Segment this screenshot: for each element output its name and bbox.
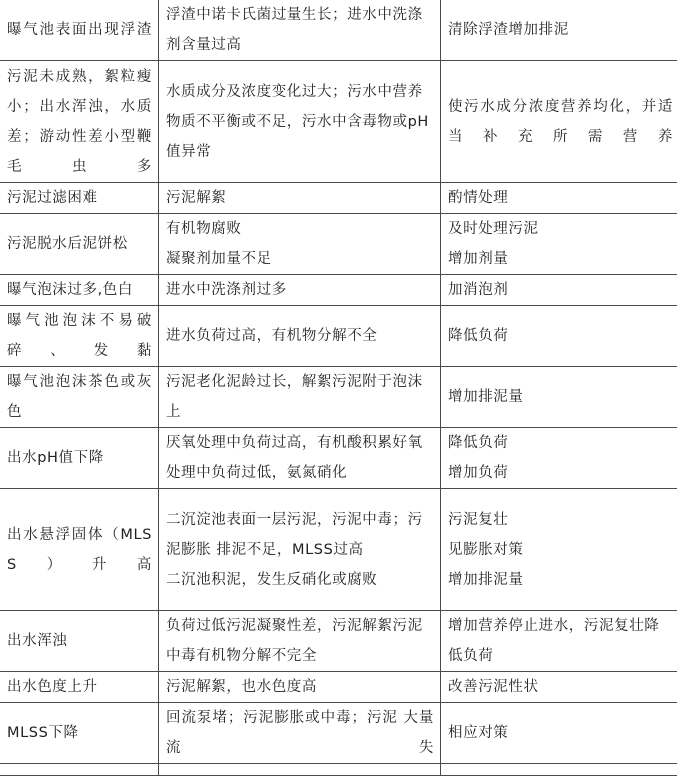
cause-cell: 进水负荷过高，有机物分解不全 [159,306,441,367]
symptom-cell: MLSS下降 [0,703,159,764]
symptom-cell: 出水色度上升 [0,672,159,703]
table-row [0,214,677,275]
table-row [0,0,677,61]
table-row [0,183,677,214]
remedy-cell: 加消泡剂 [441,275,677,306]
remedy-cell: 降低负荷 增加负荷 [441,428,677,489]
symptom-cell: 污泥脱水后泥饼松 [0,214,159,275]
remedy-cell: 增加排泥量 [441,367,677,428]
table-row [0,672,677,703]
symptom-cell [0,764,159,776]
table-row [0,489,677,611]
cause-cell [159,764,441,776]
cause-cell: 二沉淀池表面一层污泥，污泥中毒；污泥膨胀 排泥不足，MLSS过高 二沉池积泥，发生反硝化或腐败 [159,489,441,611]
cause-cell: 污泥老化泥龄过长，解絮污泥附于泡沫上 [159,367,441,428]
symptom-cell: 曝气池表面出现浮渣 [0,0,159,61]
cause-cell: 厌氧处理中负荷过高，有机酸积累好氧处理中负荷过低，氨氮硝化 [159,428,441,489]
table-row [0,367,677,428]
cause-cell: 有机物腐败 凝聚剂加量不足 [159,214,441,275]
cause-cell: 污泥解絮，也水色度高 [159,672,441,703]
table-row [0,703,677,764]
remedy-cell: 及时处理污泥 增加剂量 [441,214,677,275]
remedy-cell: 使污水成分浓度营养均化，并适当补充所需营养 [441,61,677,183]
cause-cell: 浮渣中诺卡氏菌过量生长；进水中洗涤剂含量过高 [159,0,441,61]
symptom-cell: 出水悬浮固体（MLSS）升高 [0,489,159,611]
remedy-cell: 降低负荷 [441,306,677,367]
cause-cell: 污泥解絮 [159,183,441,214]
cause-cell: 回流泵堵；污泥膨胀或中毒；污泥 大量流失 [159,703,441,764]
table-row [0,306,677,367]
remedy-cell: 清除浮渣增加排泥 [441,0,677,61]
table-row [0,61,677,183]
symptom-cell: 曝气池泡沫不易破碎、发黏 [0,306,159,367]
table-row [0,764,677,776]
symptom-cell: 出水pH值下降 [0,428,159,489]
cause-cell: 进水中洗涤剂过多 [159,275,441,306]
table-row [0,611,677,672]
remedy-cell: 相应对策 [441,703,677,764]
table-row [0,428,677,489]
symptom-cell: 污泥未成熟，絮粒瘦小；出水浑浊，水质差；游动性差小型鞭毛虫多 [0,61,159,183]
remedy-cell: 污泥复壮 见膨胀对策 增加排泥量 [441,489,677,611]
remedy-cell: 改善污泥性状 [441,672,677,703]
remedy-cell: 酌情处理 [441,183,677,214]
symptom-cell: 出水浑浊 [0,611,159,672]
remedy-cell [441,764,677,776]
symptom-cell: 污泥过滤困难 [0,183,159,214]
cause-cell: 水质成分及浓度变化过大；污水中营养物质不平衡或不足，污水中含毒物或pH值异常 [159,61,441,183]
table-row [0,275,677,306]
remedy-cell: 增加营养停止进水，污泥复壮降低负荷 [441,611,677,672]
symptom-cell: 曝气泡沫过多,色白 [0,275,159,306]
cause-cell: 负荷过低污泥凝聚性差，污泥解絮污泥中毒有机物分解不完全 [159,611,441,672]
symptom-cell: 曝气池泡沫茶色或灰色 [0,367,159,428]
